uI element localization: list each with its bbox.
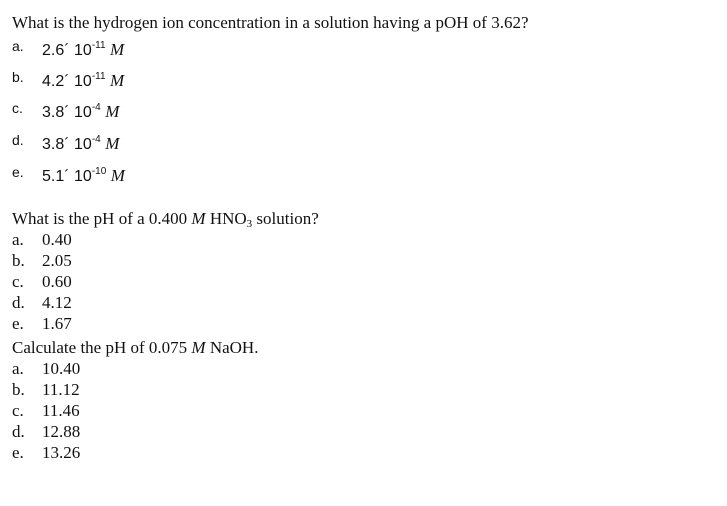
q1-option-b [12,69,125,90]
option-letter: c. [12,100,23,116]
q2-option-d: d. 4.12 [12,293,72,312]
option-value: 2.6´ $10^{-11}$ M [42,40,125,59]
q1-option-c [12,100,120,121]
option-value: 13.26 [42,443,81,462]
option-letter: b. [12,69,24,85]
q2-option-b: b. 2.05 [12,251,72,270]
option-value: 12.88 [42,422,81,441]
question-3-text: Calculate the pH of 0.075 M NaOH. [12,338,259,357]
q1-option-e [12,164,125,185]
option-letter: d. [12,132,24,148]
q1-option-a [12,38,125,59]
option-value: 1.67 [42,314,72,333]
q2-option-e: e. 1.67 [12,314,72,333]
q3-option-c: c. 11.46 [12,401,80,420]
option-value: 10.40 [42,359,81,378]
q3-option-e: e. 13.26 [12,443,81,462]
q2-option-a: a. 0.40 [12,230,72,249]
option-value: 2.05 [42,251,72,270]
option-value: 4.12 [42,293,72,312]
option-letter: e. [12,164,24,180]
option-value: 0.40 [42,230,72,249]
q1-option-d [12,132,120,153]
q2-option-c: c. 0.60 [12,272,72,291]
question-2-text: What is the pH of a 0.400 M $HNO_3$ solution? [12,209,319,230]
option-letter: a. [12,38,24,54]
option-value: 0.60 [42,272,72,291]
q3-option-d: d. 12.88 [12,422,81,441]
question-1-text: What is the hydrogen ion concentration in a solution having a pOH of 3.62? [12,13,529,32]
option-value: 4.2´ $10^{-11}$ M [42,71,125,90]
option-value: 11.12 [42,380,80,399]
q3-option-a: a. 10.40 [12,359,81,378]
q3-option-b: b. 11.12 [12,380,80,399]
option-value: 5.1´ $10^{-10}$ M [42,166,125,185]
option-value: 3.8´ $10^{-4}$ M [42,134,120,153]
option-value: 11.46 [42,401,80,420]
option-value: 3.8´ $10^{-4}$ M [42,102,120,121]
